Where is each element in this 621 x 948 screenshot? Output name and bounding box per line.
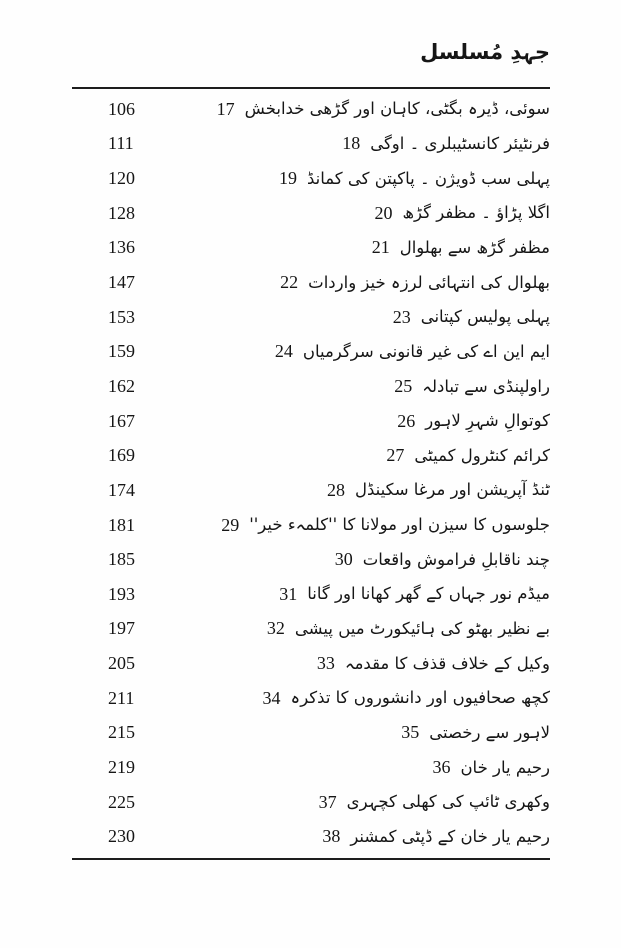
toc-entry-row xyxy=(72,161,550,196)
chapter-entry xyxy=(217,99,550,120)
page-number: 225 xyxy=(108,791,135,812)
chapter-entry xyxy=(280,272,550,293)
chapter-title: پہلی سب ڈویژن ۔ پاکپتن کی کمانڈ xyxy=(306,168,550,188)
chapter-number: 27 xyxy=(386,445,405,466)
page-number: 162 xyxy=(108,375,135,396)
page-number: 174 xyxy=(108,479,135,500)
page-number: 147 xyxy=(108,272,135,293)
chapter-title: کرائم کنٹرول کمیٹی xyxy=(414,445,550,465)
toc-entry-row xyxy=(72,716,550,751)
chapter-title: بھلوال کی انتہائی لرزہ خیز واردات xyxy=(308,272,550,292)
chapter-entry xyxy=(279,584,550,605)
chapter-title: لاہور سے رخصتی xyxy=(429,722,550,742)
chapter-number: 19 xyxy=(278,168,297,189)
page-number: 181 xyxy=(108,514,135,535)
chapter-title: فرنٹیئر کانسٹیبلری ۔ اوگی xyxy=(370,134,550,154)
chapter-number: 17 xyxy=(216,98,235,119)
chapter-entry xyxy=(372,237,550,258)
book-title: جہدِ مُسلسل xyxy=(420,40,550,64)
chapter-entry xyxy=(275,341,550,362)
chapter-entry xyxy=(335,549,550,570)
toc-entry-row xyxy=(72,334,550,369)
chapter-entry xyxy=(394,376,550,397)
chapter-title: راولپنڈی سے تبادلہ xyxy=(422,376,550,396)
chapter-entry xyxy=(432,757,550,778)
page-number: 120 xyxy=(108,168,135,189)
chapter-number: 30 xyxy=(334,549,353,570)
toc-entry-row xyxy=(72,785,550,820)
page-number: 197 xyxy=(108,618,135,639)
chapter-number: 37 xyxy=(318,791,337,812)
chapter-title: جلوسوں کا سیزن اور مولانا کا ''کلمہء خیر'' xyxy=(249,515,550,535)
chapter-entry xyxy=(375,203,551,224)
toc-entry-row xyxy=(72,404,550,439)
toc-entry-row xyxy=(72,819,550,854)
chapter-title: ایم این اے کی غیر قانونی سرگرمیاں xyxy=(302,341,550,361)
chapter-entry xyxy=(317,653,550,674)
toc-entry-row xyxy=(72,438,550,473)
page-number: 111 xyxy=(108,133,134,154)
chapter-number: 31 xyxy=(279,583,298,604)
chapter-title: مظفر گڑھ سے بھلوال xyxy=(399,237,550,257)
toc-list xyxy=(72,92,550,854)
footer-divider-rule xyxy=(72,858,550,860)
toc-entry-row xyxy=(72,750,550,785)
chapter-title: پہلی پولیس کپتانی xyxy=(420,307,550,327)
chapter-entry xyxy=(221,515,550,536)
chapter-title: سوئی، ڈیرہ بگٹی، کاہان اور گڑھی خدابخش xyxy=(244,99,550,119)
chapter-entry xyxy=(279,168,550,189)
chapter-number: 20 xyxy=(374,202,393,223)
chapter-number: 35 xyxy=(401,722,420,743)
header-divider-rule xyxy=(72,87,550,89)
page-number: 185 xyxy=(108,549,135,570)
chapter-number: 28 xyxy=(326,479,345,500)
toc-entry-row xyxy=(72,542,550,577)
chapter-entry xyxy=(386,445,550,466)
chapter-title: وکھری ٹائپ کی کھلی کچہری xyxy=(346,792,550,812)
toc-entry-row xyxy=(72,127,550,162)
chapter-title: اگلا پڑاؤ ۔ مظفر گڑھ xyxy=(402,203,550,223)
page-number: 167 xyxy=(108,410,135,431)
page-number: 159 xyxy=(108,341,135,362)
chapter-title: چند ناقابلِ فراموش واقعات xyxy=(362,549,550,569)
toc-entry-row xyxy=(72,508,550,543)
chapter-number: 18 xyxy=(342,133,361,154)
toc-entry-row xyxy=(72,577,550,612)
chapter-entry xyxy=(393,307,550,328)
toc-entry-row xyxy=(72,473,550,508)
toc-entry-row xyxy=(72,92,550,127)
chapter-title: ٹنڈ آپریشن اور مرغا سکینڈل xyxy=(354,480,550,500)
chapter-title: رحیم یار خان xyxy=(460,757,550,777)
chapter-number: 26 xyxy=(397,410,416,431)
chapter-number: 21 xyxy=(371,237,390,258)
chapter-number: 25 xyxy=(394,375,413,396)
page-number: 211 xyxy=(108,687,135,708)
chapter-number: 29 xyxy=(221,514,240,535)
toc-entry-row xyxy=(72,369,550,404)
page-number: 136 xyxy=(108,237,135,258)
chapter-number: 23 xyxy=(392,306,411,327)
toc-entry-row xyxy=(72,612,550,647)
toc-entry-row xyxy=(72,231,550,266)
page-number: 219 xyxy=(108,756,135,777)
toc-entry-row xyxy=(72,265,550,300)
chapter-entry xyxy=(319,792,550,813)
chapter-title: وکیل کے خلاف قذف کا مقدمہ xyxy=(344,653,550,673)
chapter-entry xyxy=(263,688,550,709)
toc-entry-row xyxy=(72,646,550,681)
chapter-title: میڈم نور جہاں کے گھر کھانا اور گانا xyxy=(307,584,550,604)
page-number: 193 xyxy=(108,583,135,604)
chapter-number: 24 xyxy=(274,341,293,362)
page-header xyxy=(72,40,550,64)
chapter-title: کچھ صحافیوں اور دانشوروں کا تذکرہ xyxy=(290,688,550,708)
chapter-entry xyxy=(397,411,550,432)
chapter-title: کوتوالِ شہرِ لاہور xyxy=(425,411,550,431)
page-number: 153 xyxy=(108,306,135,327)
chapter-number: 33 xyxy=(316,653,335,674)
chapter-entry xyxy=(267,618,550,639)
page-number: 106 xyxy=(108,98,135,119)
page-number: 128 xyxy=(108,202,135,223)
toc-entry-row xyxy=(72,196,550,231)
chapter-entry xyxy=(342,133,550,154)
toc-entry-row xyxy=(72,681,550,716)
chapter-entry xyxy=(322,826,550,847)
chapter-number: 38 xyxy=(322,826,341,847)
page-number: 205 xyxy=(108,653,135,674)
chapter-entry xyxy=(327,480,550,501)
toc-entry-row xyxy=(72,300,550,335)
page-number: 230 xyxy=(108,826,135,847)
chapter-number: 34 xyxy=(262,687,281,708)
chapter-title: بے نظیر بھٹو کی ہائیکورٹ میں پیشی xyxy=(294,619,550,639)
page-number: 215 xyxy=(108,722,135,743)
chapter-number: 36 xyxy=(432,756,451,777)
chapter-number: 22 xyxy=(280,272,299,293)
page-number: 169 xyxy=(108,445,135,466)
chapter-number: 32 xyxy=(266,618,285,639)
chapter-entry xyxy=(401,722,550,743)
chapter-title: رحیم یار خان کے ڈپٹی کمشنر xyxy=(350,826,550,846)
